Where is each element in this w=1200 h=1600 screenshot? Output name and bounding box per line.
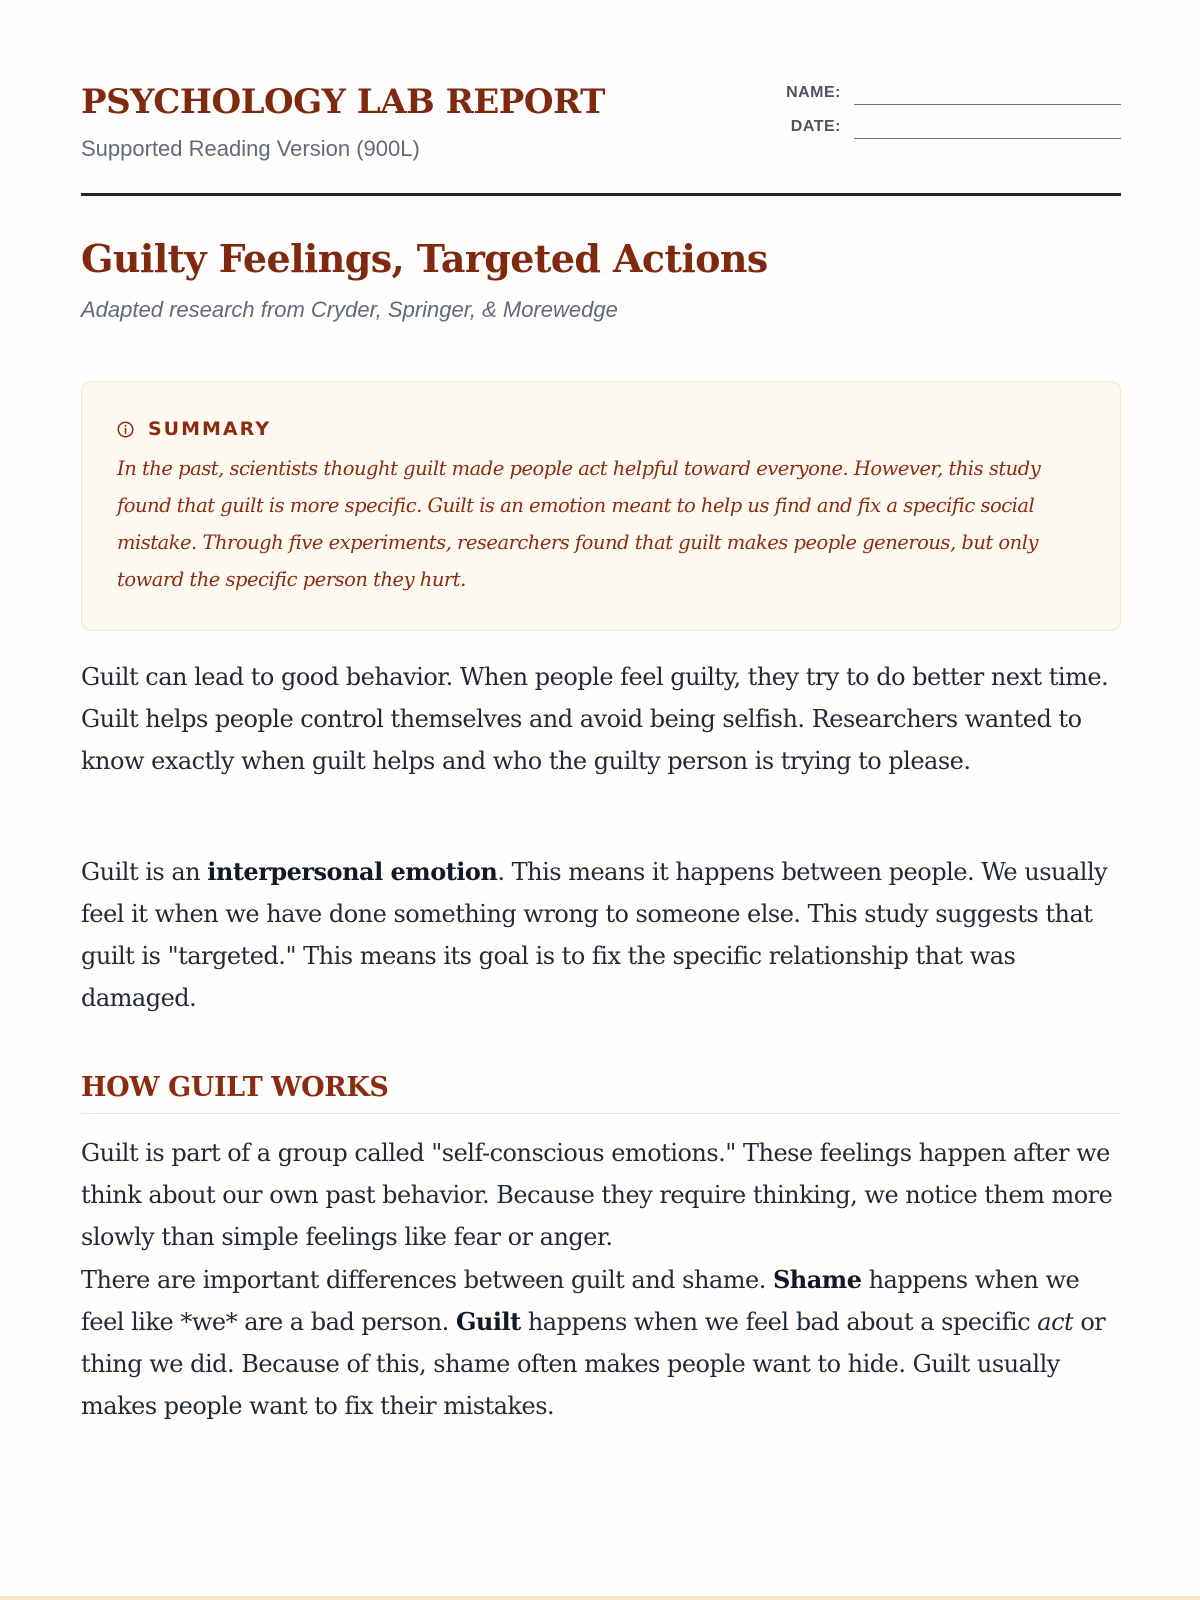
summary-text: In the past, scientists thought guilt made people act helpful toward everyone. However, this study found that guilt is more specific. Guilt is an emotion meant to help us find and fix a specific social mistake. Through five experiments, researchers found that guilt makes people generous, but only toward the specific person they hurt. (117, 457, 1041, 591)
article-title: Guilty Feelings, Targeted Actions (81, 236, 768, 281)
self-conscious-paragraph: Guilt is part of a group called "self-conscious emotions." These feelings happen after we think about our own past behavior. Because they require thinking, we notice them more slowly than simple feelings like fear or anger. (81, 1139, 1113, 1251)
interpersonal-paragraph (81, 851, 1121, 1019)
summary-header (117, 416, 1086, 442)
p2-bold-term: interpersonal emotion (207, 857, 498, 886)
p4-text-b: happens when we feel like *we* are a bad person. (81, 1266, 1080, 1336)
report-title: PSYCHOLOGY LAB REPORT (81, 82, 605, 122)
p4-italic-act: act (1037, 1308, 1074, 1336)
article-byline: Adapted research from Cryder, Springer, & Morewedge (81, 297, 618, 322)
p4-text-a: There are important differences between guilt and shame. (81, 1266, 773, 1294)
date-label: DATE: (790, 118, 841, 135)
section-heading: HOW GUILT WORKS (81, 1072, 1121, 1114)
p4-text-d: or thing we did. Because of this, shame often makes people want to hide. Guilt usually makes people want to fix their mistakes. (81, 1308, 1106, 1420)
page-bottom-rule (0, 1596, 1200, 1600)
worksheet-page (81, 0, 1121, 1420)
name-field[interactable] (761, 82, 1121, 106)
p2-text-b: . This means it happens between people. We usually feel it when we have done something wrong to someone else. This study suggests that guilt is "targeted." This means its goal is to fix the specific relationship that was damaged. (81, 858, 1108, 1012)
report-header (81, 0, 1121, 196)
summary-label: SUMMARY (148, 418, 271, 440)
date-field[interactable] (761, 116, 1121, 140)
intro-paragraph: Guilt can lead to good behavior. When people feel guilty, they try to do better next time. Guilt helps people control themselves and avoid being selfish. Researchers wanted to know exactly when guilt helps and who the guilty person is trying to please. (81, 663, 1109, 775)
p4-bold-guilt: Guilt (455, 1307, 521, 1336)
summary-box (81, 381, 1121, 631)
p4-text-c: happens when we feel bad about a specific (520, 1308, 1038, 1336)
date-line[interactable] (854, 138, 1121, 139)
name-line[interactable] (854, 104, 1121, 105)
guilt-shame-paragraph (81, 1259, 1121, 1427)
p2-text-a: Guilt is an (81, 858, 208, 886)
info-icon (117, 421, 134, 438)
name-label: NAME: (786, 84, 841, 101)
p4-bold-shame: Shame (772, 1265, 862, 1294)
report-subtitle: Supported Reading Version (900L) (81, 136, 420, 161)
